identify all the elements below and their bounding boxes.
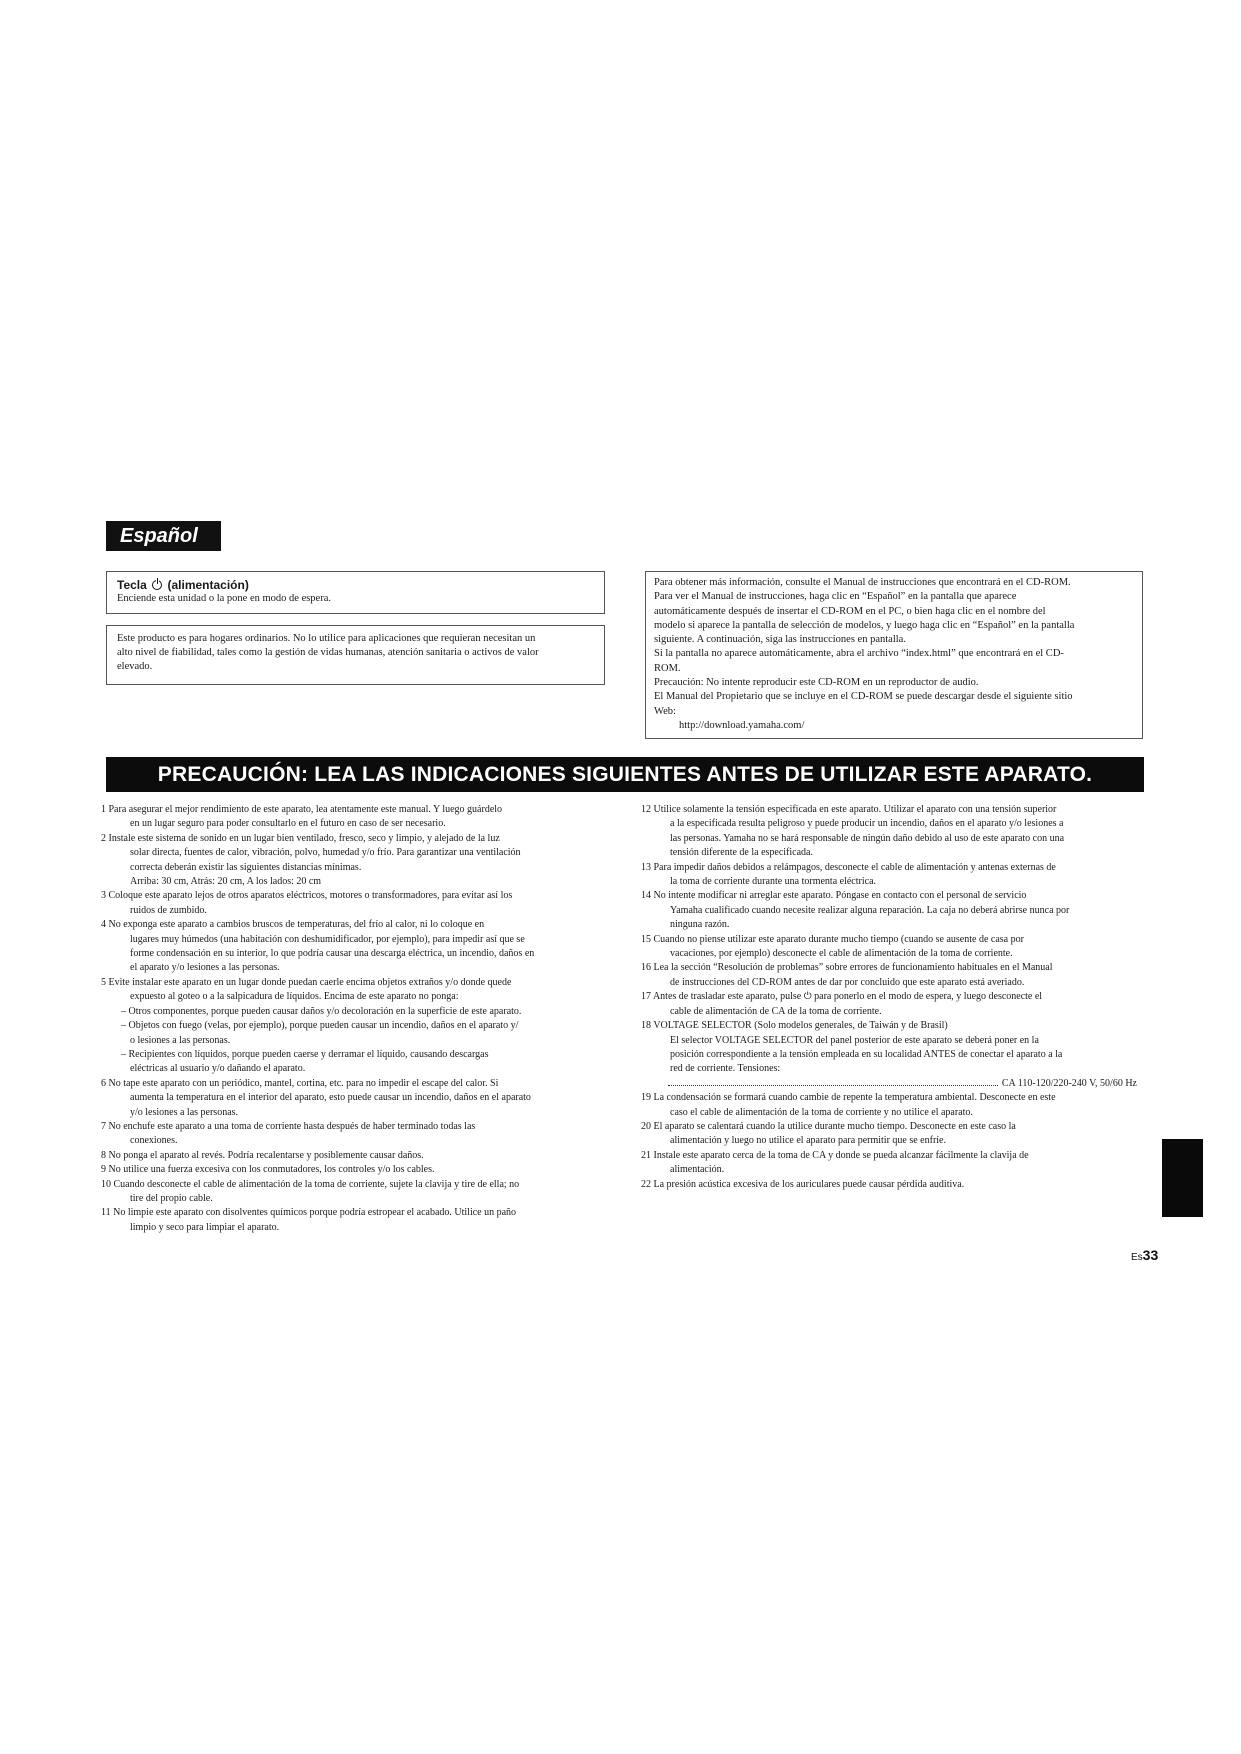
use-line: alto nivel de fiabilidad, tales como la gestión de vidas humanas, atención sanitaria o activos de valor: [117, 647, 539, 658]
info-line: Para obtener más información, consulte el Manual de instrucciones que encontrará en el CD-ROM.: [654, 577, 1071, 588]
voltage-value: CA 110-120/220-240 V, 50/60 Hz: [1001, 1077, 1137, 1089]
info-line: Precaución: No intente reproducir este CD-ROM en un reproductor de audio.: [654, 677, 979, 689]
power-key-description: Enciende esta unidad o la pone en modo de espera.: [117, 593, 332, 604]
caution-line: conexiones.: [130, 1135, 178, 1147]
use-line: elevado.: [117, 661, 153, 672]
info-line: siguiente. A continuación, siga las instrucciones en pantalla.: [654, 634, 906, 646]
info-line: automáticamente después de insertar el CD-ROM en el PC, o bien haga clic en el nombre del: [654, 605, 1046, 617]
caution-line: aumenta la temperatura en el interior del aparato, esto puede causar un incendio, daños en el aparato: [130, 1092, 531, 1104]
caution-line: correcta deberán existir las siguientes distancias mínimas.: [130, 861, 362, 873]
info-line: Si la pantalla no aparece automáticamente, abra el archivo “index.html” que encontrará en el CD-: [654, 648, 1064, 660]
caution-line: 12 Utilice solamente la tensión especificada en este aparato. Utilizar el aparato con una tensión superior: [641, 804, 1057, 815]
caution-line: 5 Evite instalar este aparato en un lugar donde puedan caerle encima objetos extraños y/o donde quede: [101, 976, 512, 988]
power-key-box: [106, 571, 605, 614]
caution-line: posición correspondiente a la tensión empleada en su localidad ANTES de conectar el aparato a la: [670, 1048, 1063, 1060]
caution-line: – Objetos con fuego (velas, por ejemplo), porque pueden causar un incendio, daños en el aparato y/: [121, 1020, 519, 1032]
page-prefix: Es: [1131, 1252, 1143, 1263]
info-line: modelo si aparece la pantalla de selección de modelos, y luego haga clic en “Español” en la pantalla: [654, 619, 1075, 631]
caution-line: alimentación y luego no utilice el aparato para permitir que se enfríe.: [670, 1135, 946, 1147]
download-url: http://download.yamaha.com/: [679, 719, 805, 731]
caution-line: 10 Cuando desconecte el cable de alimentación de la toma de corriente, sujete la clavija y tire de ella; no: [101, 1178, 520, 1190]
caution-line: 8 No ponga el aparato al revés. Podría recalentarse y posiblemente causar daños.: [101, 1149, 424, 1161]
caution-line: ruidos de zumbido.: [130, 904, 207, 916]
caution-line: 17 Antes de trasladar este aparato, pulse ⏻ para ponerlo en el modo de espera, y luego desconecte el: [641, 991, 1043, 1003]
caution-line: Yamaha cualificado cuando necesite realizar alguna reparación. La caja no deberá abrirse nunca por: [670, 904, 1070, 916]
caution-line: 21 Instale este aparato cerca de la toma de CA y donde se pueda alcanzar fácilmente la clavija de: [641, 1149, 1029, 1161]
caution-line: solar directa, fuentes de calor, vibración, polvo, humedad y/o frío. Para garantizar una ventilación: [130, 847, 521, 859]
caution-line: 13 Para impedir daños debidos a relámpagos, desconecte el cable de alimentación y antenas externas de: [641, 861, 1056, 873]
caution-line: tire del propio cable.: [130, 1192, 213, 1204]
intended-use-box: [106, 625, 605, 685]
power-icon: [152, 580, 162, 590]
caution-line: y/o lesiones a las personas.: [130, 1106, 239, 1118]
info-line: El Manual del Propietario que se incluye en el CD-ROM se puede descargar desde el siguiente sitio: [654, 691, 1073, 703]
caution-line: tensión diferente de la especificada.: [670, 847, 813, 859]
caution-line: expuesto al goteo o a la salpicadura de líquidos. Encima de este aparato no ponga:: [130, 991, 459, 1003]
caution-line: Arriba: 30 cm, Atrás: 20 cm, A los lados: 20 cm: [130, 876, 322, 888]
caution-line: 4 No exponga este aparato a cambios bruscos de temperaturas, del frío al calor, ni lo coloque en: [101, 919, 485, 931]
caution-line: 14 No intente modificar ni arreglar este aparato. Póngase en contacto con el personal de servicio: [641, 890, 1027, 902]
caution-line: lugares muy húmedos (una habitación con deshumidificador, por ejemplo), para impedir así que se: [130, 933, 525, 945]
caution-line: 6 No tape este aparato con un periódico, mantel, cortina, etc. para no impedir el escape del calor. Si: [101, 1077, 499, 1089]
caution-line: red de corriente. Tensiones:: [670, 1063, 781, 1075]
caution-line: vacaciones, por ejemplo) desconecte el cable de alimentación de la toma de corriente.: [670, 948, 1013, 960]
power-key-title-after: (alimentación): [167, 578, 249, 592]
caution-line: 9 No utilice una fuerza excesiva con los conmutadores, los controles y/o los cables.: [101, 1164, 435, 1176]
cd-rom-info-box: [645, 571, 1143, 739]
caution-line: 18 VOLTAGE SELECTOR (Solo modelos generales, de Taiwán y de Brasil): [641, 1020, 948, 1032]
caution-line: 20 El aparato se calentará cuando la utilice durante mucho tiempo. Desconecte en este caso la: [641, 1120, 1016, 1132]
caution-line: 11 No limpie este aparato con disolventes químicos porque podría estropear el acabado. Utilice un paño: [101, 1207, 517, 1219]
power-key-title-before: Tecla: [117, 578, 147, 592]
info-line: Para ver el Manual de instrucciones, haga clic en “Español” en la pantalla que aparece: [654, 591, 1017, 603]
use-line: Este producto es para hogares ordinarios. No lo utilice para aplicaciones que requieran necesitan un: [117, 633, 536, 644]
language-tab: Español: [106, 521, 221, 551]
caution-line: caso el cable de alimentación de la toma de corriente y no utilice el aparato.: [670, 1106, 973, 1118]
caution-line: de instrucciones del CD-ROM antes de dar por concluido que este aparato está averiado.: [670, 976, 1025, 988]
caution-line: 1 Para asegurar el mejor rendimiento de este aparato, lea atentamente este manual. Y luego guárdelo: [101, 804, 503, 815]
dot-leader: [668, 1085, 998, 1086]
caution-line: ninguna razón.: [670, 919, 730, 931]
caution-line: 22 La presión acústica excesiva de los auriculares puede causar pérdida auditiva.: [641, 1178, 965, 1190]
power-key-title: [117, 578, 594, 592]
caution-line: a la especificada resulta peligroso y puede producir un incendio, daños en el aparato y/o lesiones a: [670, 818, 1064, 830]
section-side-tab: [1162, 1139, 1203, 1217]
page-number-value: 33: [1142, 1247, 1159, 1263]
caution-list-left: [101, 803, 603, 1235]
caution-line: forme condensación en su interior, lo que podría causar una descarga eléctrica, un incendio, daños en: [130, 948, 535, 960]
caution-line: 15 Cuando no piense utilizar este aparato durante mucho tiempo (cuando se ausente de casa por: [641, 933, 1024, 945]
caution-list-right: [641, 803, 1137, 1192]
caution-line: la toma de corriente durante una tormenta eléctrica.: [670, 876, 877, 888]
caution-line: El selector VOLTAGE SELECTOR del panel posterior de este aparato se deberá poner en la: [670, 1034, 1039, 1046]
caution-line: en un lugar seguro para poder consultarlo en el futuro en caso de ser necesario.: [130, 818, 446, 830]
caution-line: cable de alimentación de CA de la toma de corriente.: [670, 1005, 882, 1017]
caution-line: eléctricas al usuario y/o dañando el aparato.: [130, 1063, 306, 1075]
caution-line: 2 Instale este sistema de sonido en un lugar bien ventilado, fresco, seco y limpio, y alejado de la luz: [101, 832, 500, 844]
caution-line: 19 La condensación se formará cuando cambie de repente la temperatura ambiental. Desconecte en este: [641, 1092, 1056, 1104]
voltage-line: [641, 1077, 1137, 1091]
caution-line: limpio y seco para limpiar el aparato.: [130, 1221, 280, 1233]
page-number: [1131, 1247, 1158, 1265]
caution-line: – Recipientes con líquidos, porque pueden caerse y derramar el líquido, causando descargas: [121, 1048, 489, 1060]
caution-line: 3 Coloque este aparato lejos de otros aparatos eléctricos, motores o transformadores, para evitar así los: [101, 890, 513, 902]
caution-line: o lesiones a las personas.: [130, 1034, 231, 1046]
info-line: Web:: [654, 705, 676, 717]
caution-line: el aparato y/o lesiones a las personas.: [130, 962, 280, 974]
caution-line: las personas. Yamaha no se hará responsable de ningún daño debido al uso de este aparato con una: [670, 832, 1065, 844]
caution-line: 7 No enchufe este aparato a una toma de corriente hasta después de haber terminado todas las: [101, 1120, 476, 1132]
caution-line: alimentación.: [670, 1164, 725, 1176]
caution-line: – Otros componentes, porque pueden causar daños y/o decoloración en la superficie de este aparato.: [121, 1005, 522, 1017]
info-line: ROM.: [654, 662, 681, 674]
caution-banner: PRECAUCIÓN: LEA LAS INDICACIONES SIGUIENTES ANTES DE UTILIZAR ESTE APARATO.: [106, 757, 1144, 792]
caution-line: 16 Lea la sección “Resolución de problemas” sobre errores de funcionamiento habituales en el Manual: [641, 962, 1053, 974]
